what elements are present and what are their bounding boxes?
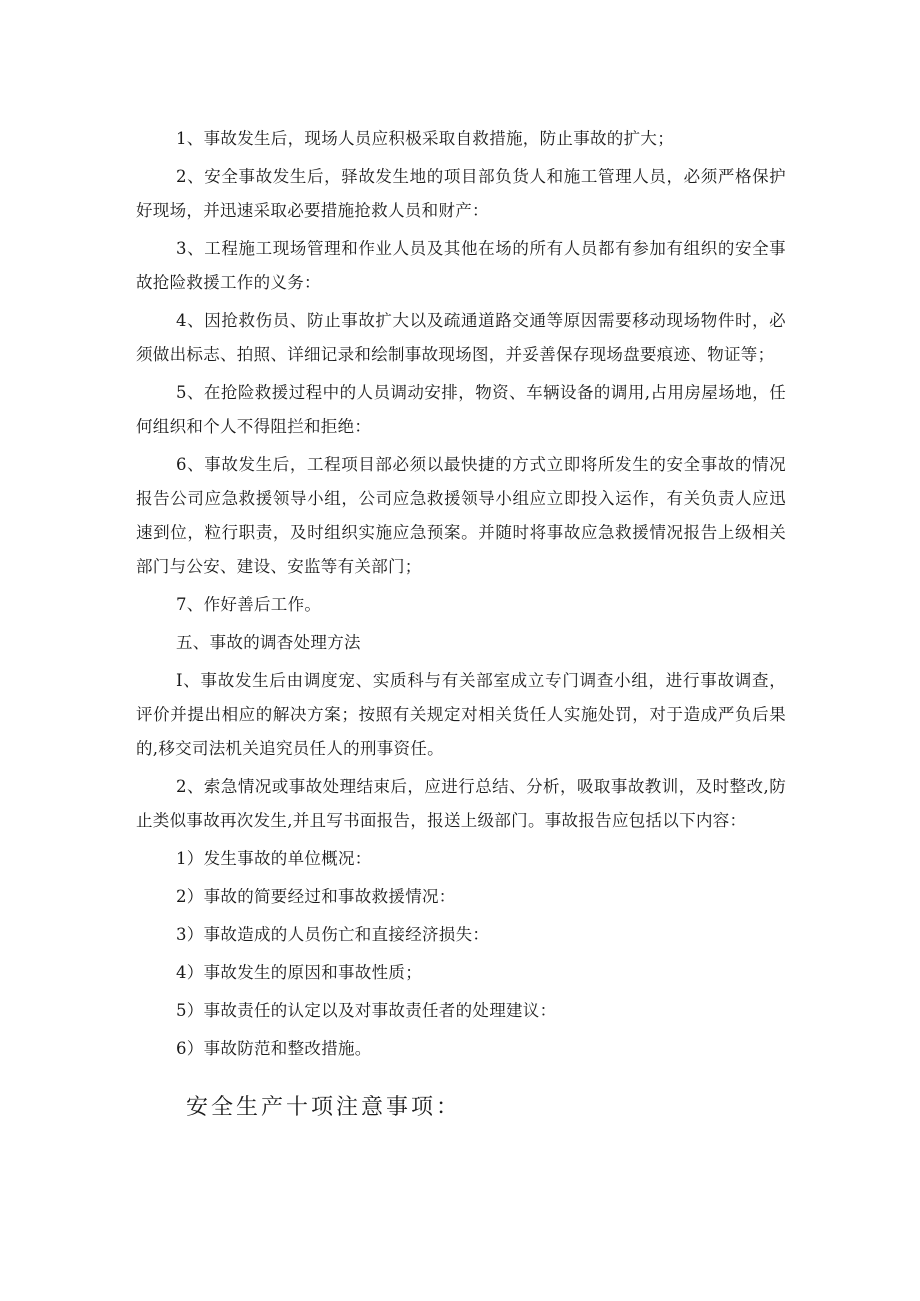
section-title-investigation: 五、事故的调杳处理方法: [176, 633, 361, 652]
paragraph-investigation-2: 2、索急情况或事故处理结束后，应进行总结、分析，吸取事故教训，及时整改,防止类似事故再次发生,并且写书面报告，报送上级部门。事故报告应包括以下内容：: [136, 777, 786, 830]
paragraph-item-5: 5、在抢险救援过程中的人员调动安排，物资、车辆设备的调用,占用房屋场地，任何组织和个人不得阻拦和拒绝：: [136, 383, 786, 436]
report-item-2: 2）事故的简要经过和事故救援情况：: [176, 887, 456, 906]
paragraph-item-6: 6、事故发生后，工程项目部必须以最快捷的方式立即将所发生的安全事故的情况报告公司应急救援领导小组，公司应急救援领导小组应立即投入运作，有关负责人应迅速到位，粒行职责，及时组织实施应急预案。并随时将事故应急救援情况报告上级相关部门与公安、建设、安监等有关部门；: [136, 455, 786, 576]
report-item-1: 1）发生事故的单位概况：: [176, 849, 372, 868]
paragraph-item-3: 3、工程施工现场管理和作业人员及其他在场的所有人员都有参加有组织的安全事故抢险救援工作的义务：: [136, 239, 786, 292]
paragraph-item-2: 2、安全事故发生后，驿故发生地的项目部负货人和施工管理人员，必须严格保护好现场，并迅速采取必要措施抢救人员和财产：: [136, 167, 786, 220]
paragraph-item-7: 7、作好善后工作。: [176, 595, 322, 614]
report-item-4: 4）事故发生的原因和事故性质；: [176, 963, 422, 982]
report-item-6: 6）事故防范和整改措施。: [176, 1039, 372, 1058]
report-item-5: 5）事故责任的认定以及对事故责任者的处理建议：: [176, 1001, 557, 1020]
report-item-3: 3）事故造成的人员伤亡和直接经济损失：: [176, 925, 490, 944]
paragraph-item-4: 4、因抢救伤员、防止事故扩大以及疏通道路交通等原因需要移动现场物件时，必须做出标志、拍照、详细记录和绘制事故现场图，并妥善保存现场盘要痕迹、物证等；: [136, 311, 786, 364]
safety-notes-heading: 安全生产十项注意事项：: [186, 1095, 462, 1120]
paragraph-investigation-1: I、事故发生后由调度宠、实质科与有关部室成立专门调查小组，进行事故调查，评价并提出相应的解决方案；按照有关规定对相关货任人实施处罚，对于造成严负后果的,移交司法机关追究员任人的刑事资任。: [136, 671, 786, 758]
document-body: [136, 122, 786, 1128]
paragraph-item-1: 1、事故发生后，现场人员应积极采取自救措施，防止事故的扩大；: [176, 129, 674, 148]
